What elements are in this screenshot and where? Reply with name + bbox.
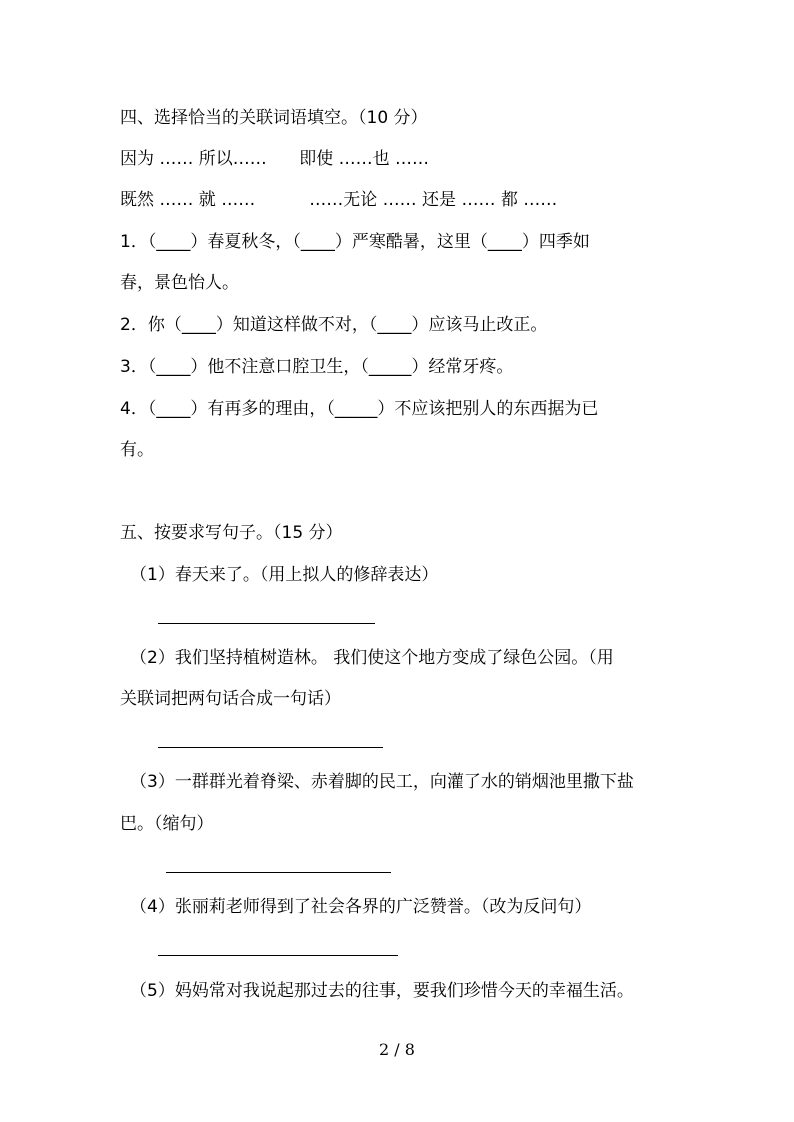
question-4-4-line-2: 有。 [120,440,154,460]
question-5-3-line-1: （3）一群群光着脊梁、赤着脚的民工，向灌了水的销烟池里撒下盐 [130,772,634,792]
conjunction-options-row-1: 因为 …… 所以…… 即使 ……也 …… [120,149,430,169]
conjunction-options-row-2: 既然 …… 就 …… ……无论 …… 还是 …… 都 …… [120,190,558,210]
question-5-4: （4）张丽莉老师得到了社会各界的广泛赞誉。（改为反问句） [130,897,592,917]
question-5-1: （1）春天来了。（用上拟人的修辞表达） [130,565,439,585]
answer-line-5-4[interactable] [158,955,398,956]
page-number: 2 / 8 [379,1040,415,1059]
answer-line-5-3[interactable] [166,872,391,873]
question-5-2-line-2: 关联词把两句话合成一句话） [120,689,341,709]
question-4-1-line-1: 1．（____）春夏秋冬，（____）严寒酷暑，这里（____）四季如 [120,232,590,252]
section-4-title: 四、选择恰当的关联词语填空。（10 分） [120,108,428,128]
section-5-title: 五、按要求写句子。（15 分） [120,523,343,543]
answer-line-5-2[interactable] [158,747,383,748]
answer-line-5-1[interactable] [158,623,375,624]
question-4-2: 2．你（____）知道这样做不对，（____）应该马止改正。 [120,315,548,335]
question-5-2-line-1: （2）我们坚持植树造林。 我们使这个地方变成了绿色公园。（用 [130,648,614,668]
question-4-1-line-2: 春，景色怡人。 [120,273,239,293]
question-4-4-line-1: 4．（____）有再多的理由，（_____）不应该把别人的东西据为已 [120,399,599,419]
question-5-5: （5）妈妈常对我说起那过去的往事，要我们珍惜今天的幸福生活。 [130,981,634,1001]
question-5-3-line-2: 巴。（缩句） [120,814,214,834]
question-4-3: 3．（____）他不注意口腔卫生，（_____）经常牙疼。 [120,357,514,377]
